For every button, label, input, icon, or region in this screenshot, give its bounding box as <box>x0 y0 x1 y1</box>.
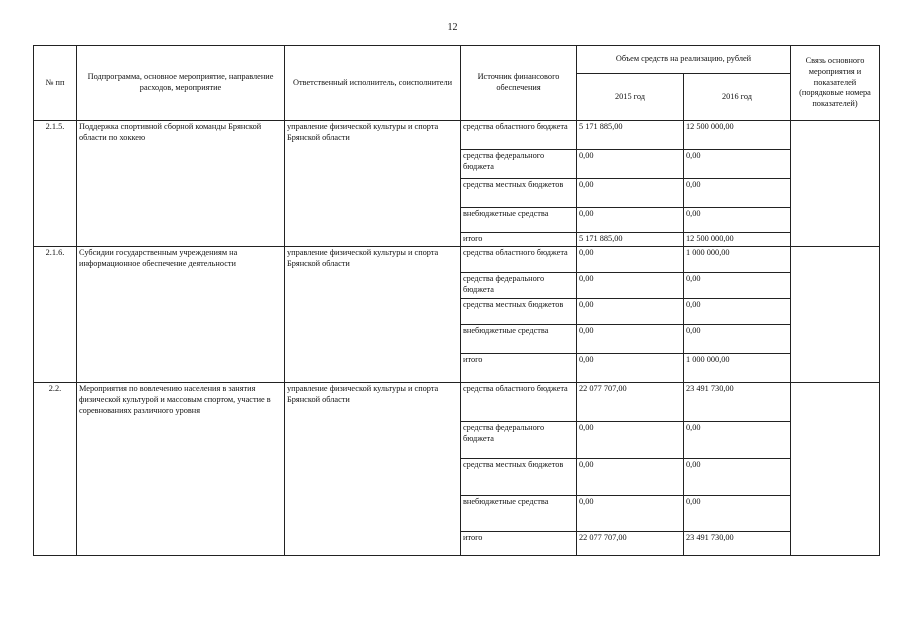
header-source: Источник финансового обеспечения <box>461 46 577 121</box>
amount-2016-total: 1 000 000,00 <box>684 354 791 383</box>
header-year-2016: 2016 год <box>684 74 791 121</box>
amount-2016-total: 23 491 730,00 <box>684 532 791 556</box>
amount-2016: 0,00 <box>684 422 791 459</box>
amount-2015-total: 22 077 707,00 <box>577 532 684 556</box>
amount-2016: 0,00 <box>684 273 791 299</box>
amount-2015: 0,00 <box>577 325 684 354</box>
amount-2015-total: 5 171 885,00 <box>577 233 684 247</box>
funding-source: средства областного бюджета <box>461 247 577 273</box>
indicator-link <box>791 247 880 383</box>
amount-2016-total: 12 500 000,00 <box>684 233 791 247</box>
activity-title: Субсидии государственным учреждениям на информационное обеспечение деятельности <box>77 247 285 383</box>
executor: управление физической культуры и спорта Брянской области <box>285 121 461 247</box>
funding-source: средства областного бюджета <box>461 383 577 422</box>
amount-2016: 0,00 <box>684 496 791 532</box>
header-link: Связь основного мероприятия и показателей (порядковые номера показателей) <box>791 46 880 121</box>
amount-2016: 0,00 <box>684 325 791 354</box>
amount-2015: 0,00 <box>577 150 684 179</box>
activity-title: Мероприятия по вовлечению населения в занятия физической культурой и массовым спортом, участие в соревнованиях различного уровня <box>77 383 285 556</box>
funding-source: средства местных бюджетов <box>461 299 577 325</box>
row-number: 2.2. <box>34 383 77 556</box>
funding-source: средства федерального бюджета <box>461 422 577 459</box>
header-subprogram: Подпрограмма, основное мероприятие, направление расходов, мероприятие <box>77 46 285 121</box>
budget-table <box>33 45 880 556</box>
indicator-link <box>791 383 880 556</box>
amount-2016: 23 491 730,00 <box>684 383 791 422</box>
header-num: № пп <box>34 46 77 121</box>
header-year-2015: 2015 год <box>577 74 684 121</box>
amount-2016: 0,00 <box>684 208 791 233</box>
header-executor: Ответственный исполнитель, соисполнители <box>285 46 461 121</box>
funding-source: внебюджетные средства <box>461 208 577 233</box>
row-number: 2.1.5. <box>34 121 77 247</box>
amount-2016: 0,00 <box>684 299 791 325</box>
funding-source: средства областного бюджета <box>461 121 577 150</box>
table-row <box>34 383 880 422</box>
amount-2015: 5 171 885,00 <box>577 121 684 150</box>
amount-2015: 0,00 <box>577 299 684 325</box>
amount-2015: 0,00 <box>577 247 684 273</box>
amount-2015: 0,00 <box>577 179 684 208</box>
amount-2015: 0,00 <box>577 208 684 233</box>
amount-2015: 22 077 707,00 <box>577 383 684 422</box>
table-row <box>34 121 880 150</box>
amount-2016: 0,00 <box>684 459 791 496</box>
funding-source: средства федерального бюджета <box>461 273 577 299</box>
page-number: 12 <box>447 22 458 33</box>
funding-source-total: итого <box>461 354 577 383</box>
row-number: 2.1.6. <box>34 247 77 383</box>
funding-source-total: итого <box>461 532 577 556</box>
amount-2015-total: 0,00 <box>577 354 684 383</box>
amount-2015: 0,00 <box>577 422 684 459</box>
amount-2016: 0,00 <box>684 150 791 179</box>
funding-source: внебюджетные средства <box>461 325 577 354</box>
funding-source: средства федерального бюджета <box>461 150 577 179</box>
executor: управление физической культуры и спорта Брянской области <box>285 247 461 383</box>
amount-2016: 12 500 000,00 <box>684 121 791 150</box>
amount-2016: 0,00 <box>684 179 791 208</box>
amount-2015: 0,00 <box>577 459 684 496</box>
amount-2015: 0,00 <box>577 273 684 299</box>
executor: управление физической культуры и спорта Брянской области <box>285 383 461 556</box>
header-amount: Объем средств на реализацию, рублей <box>577 46 791 74</box>
amount-2015: 0,00 <box>577 496 684 532</box>
funding-source: средства местных бюджетов <box>461 459 577 496</box>
indicator-link <box>791 121 880 247</box>
activity-title: Поддержка спортивной сборной команды Брянской области по хоккею <box>77 121 285 247</box>
table-row <box>34 247 880 273</box>
funding-source: средства местных бюджетов <box>461 179 577 208</box>
amount-2016: 1 000 000,00 <box>684 247 791 273</box>
funding-source-total: итого <box>461 233 577 247</box>
funding-source: внебюджетные средства <box>461 496 577 532</box>
